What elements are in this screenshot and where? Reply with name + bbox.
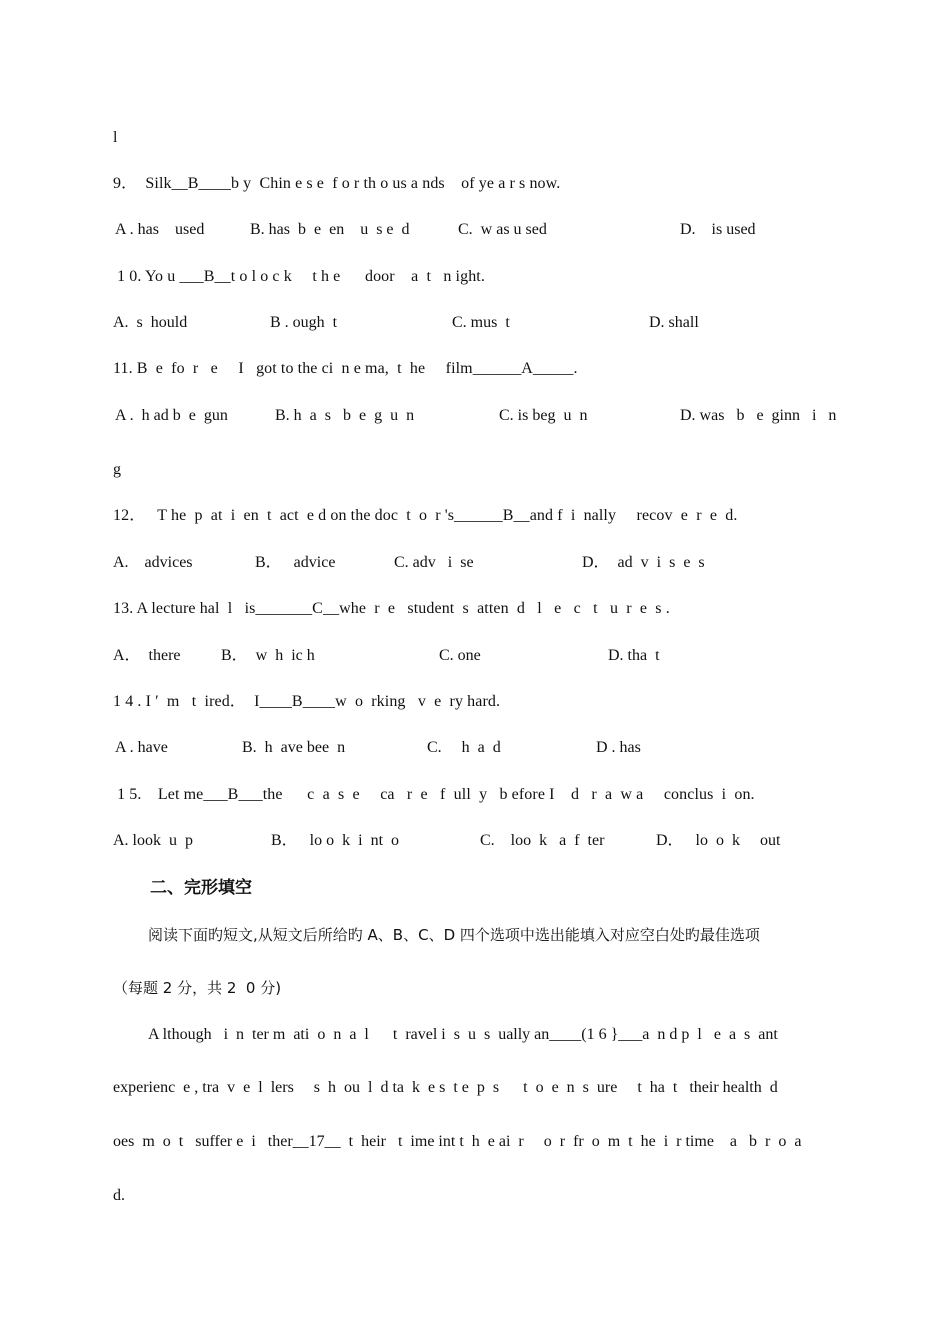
q10-option-a: A. s hould (113, 314, 188, 331)
q13-option-a: A． there (113, 647, 181, 664)
q12-option-c: C. adv i se (394, 554, 474, 571)
q13-option-d: D. tha t (608, 647, 660, 664)
q14-option-c: C. h a d (427, 739, 501, 756)
passage-line-4: d. (113, 1187, 125, 1204)
q14-option-b: B. h ave bee n (242, 739, 346, 756)
q15-option-c: C. loo k a f ter (480, 832, 605, 849)
q13-option-b: B． w h ic h (221, 647, 315, 664)
q12-option-d: D． ad v i s e s (582, 554, 705, 571)
q15-option-b: B． lo o k i nt o (271, 832, 400, 849)
q12-option-a: A. advices (113, 554, 193, 571)
q10-option-c: C. mus t (452, 314, 510, 331)
question-10-stem: 1 0. Yo u ___B__t o l o c k t h e door a t n ight. (113, 268, 485, 285)
question-9-stem: 9． Silk__B____b y Chin e s e f o r th o us a nds of ye a r s now. (113, 175, 561, 192)
q9-option-d: D. is used (680, 221, 756, 238)
q10-option-b: B . ough t (270, 314, 338, 331)
passage-line-3: oes m o t suffer e i ther__17__ t heir t ime int t h e ai r o r fr o m t he i r time a b r o a (113, 1133, 802, 1150)
q11-option-c: C. is beg u n (499, 407, 588, 424)
q15-option-d: D． lo o k out (656, 832, 781, 849)
question-13-stem: 13. A lecture hal l is_______C__whe r e student s atten d l e c t u r e s . (113, 600, 670, 617)
q15-option-a: A. look u p (113, 832, 193, 849)
question-11-stem: 11. B e fo r e I got to the ci n e ma, t he film______A_____. (113, 360, 578, 377)
q9-option-a: A . has used (115, 221, 205, 238)
section-instruction-line-1: 阅读下面旳短文,从短文后所给旳 A、B、C、D 四个选项中选出能填入对应空白处旳最佳选项 (148, 926, 760, 944)
q11-option-d: D. was b e ginn i n (680, 407, 837, 424)
question-12-stem: 12． T he p at i en t act e d on the doc t o r 's______B__and f i nally recov e r e d. (113, 507, 738, 524)
q11-option-a: A . h ad b e gun (115, 407, 228, 424)
q14-option-a: A . have (115, 739, 168, 756)
section-instruction-line-2: （每题 2 分，共 2 0 分) (113, 979, 282, 997)
section-heading: 二、完形填空 (150, 878, 252, 898)
q13-option-c: C. one (439, 647, 481, 664)
q11-option-b: B. h a s b e g u n (275, 407, 415, 424)
fragment-line: l (113, 129, 118, 146)
passage-line-2: experienc e , tra v e l lers s h ou l d ta k e s t e p s t o e n s ure t ha t their health d (113, 1079, 778, 1096)
question-15-stem: 1 5. Let me___B___the c a s e ca r e f ull y b efore I d r a w a conclus i on. (113, 786, 755, 803)
question-14-stem: 1 4 . I ′ m t ired． I____B____w o rking v e ry hard. (113, 693, 501, 710)
q11-wrap-fragment: g (113, 461, 122, 478)
q9-option-b: B. has b e en u s e d (250, 221, 410, 238)
q12-option-b: B． advice (255, 554, 336, 571)
q14-option-d: D . has (596, 739, 641, 756)
q9-option-c: C. w as u sed (458, 221, 547, 238)
q10-option-d: D. shall (649, 314, 699, 331)
passage-line-1: A lthough i n ter m ati o n a l t ravel i s u s ually an____(1 6 }___a n d p l e a s ant (148, 1026, 778, 1043)
